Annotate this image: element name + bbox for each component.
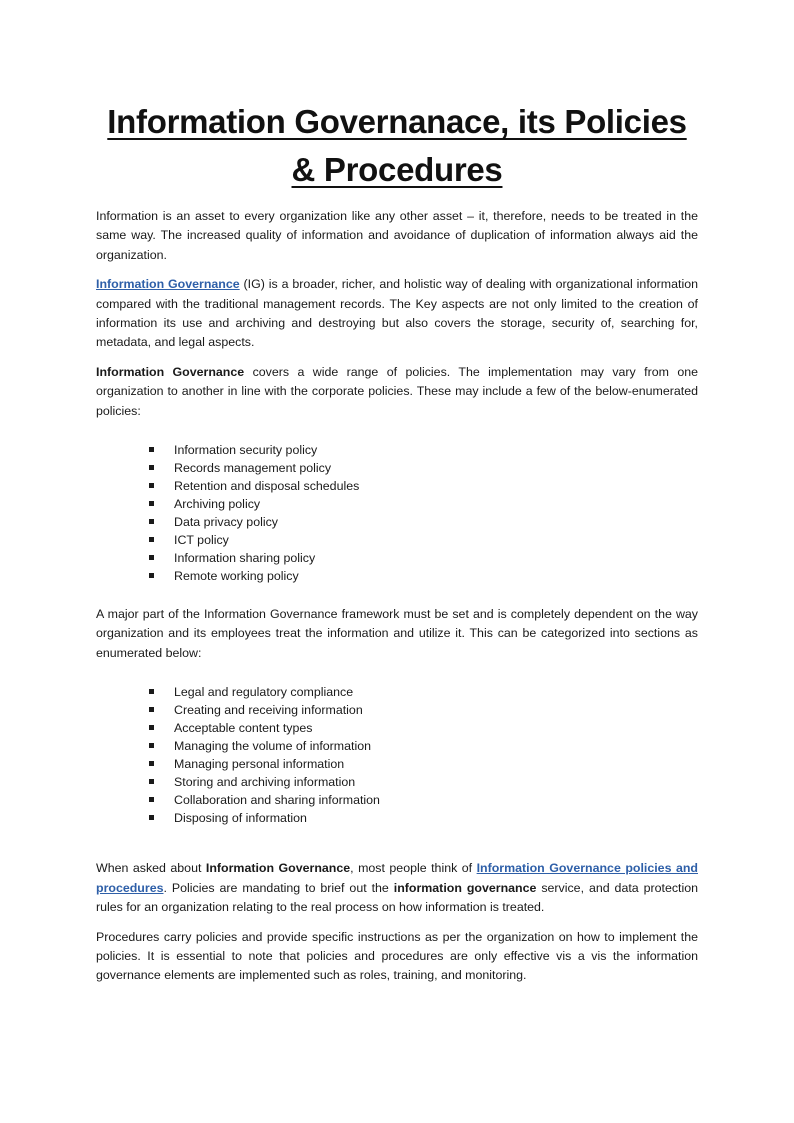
list-item-text: Storing and archiving information [174, 775, 356, 790]
pp-text-2: , most people think of [350, 861, 477, 876]
list-item-text: Creating and receiving information [174, 703, 363, 718]
page-title [96, 98, 698, 194]
list-item [148, 549, 698, 567]
pp-text-4: service, and data protection rules for an organization relating to the real process on how information is treated. [96, 880, 699, 915]
square-bullet-icon [149, 761, 154, 766]
list-item [148, 773, 698, 791]
intro-text: Information is an asset to every organization like any other asset – it, therefore, needs to be treated in the same way. The increased quality of information and avoidance of duplication of information always aid the organization. [96, 209, 698, 262]
list-item-text: ICT policy [174, 533, 229, 548]
policies-list [96, 441, 698, 585]
ig-definition-text: (IG) is a broader, richer, and holistic way of dealing with organizational information compared with the traditional management records. The Key aspects are not only limited to the creation of information its use and archiving and destroying but also covers the storage, security of, searching for, metadata, and legal aspects. [96, 277, 698, 350]
list-item [148, 809, 698, 827]
square-bullet-icon [149, 689, 154, 694]
list-item-text: Archiving policy [174, 497, 261, 512]
square-bullet-icon [149, 779, 154, 784]
square-bullet-icon [149, 447, 154, 452]
list-item [148, 459, 698, 477]
procedures-paragraph [96, 928, 698, 986]
square-bullet-icon [149, 501, 154, 506]
square-bullet-icon [149, 743, 154, 748]
list-item-text: Managing personal information [174, 757, 345, 772]
pp-bold-2: information governance [393, 880, 537, 895]
list-item-text: Remote working policy [174, 569, 299, 584]
policies-procedures-paragraph [96, 859, 698, 917]
title-line-1: Information Governanace, its Policies [107, 103, 687, 140]
list-item [148, 701, 698, 719]
framework-paragraph [96, 605, 698, 663]
list-item-text: Disposing of information [174, 811, 307, 826]
list-item-text: Retention and disposal schedules [174, 479, 360, 494]
policies-procedures-link[interactable]: Information Governance policies and procedures [96, 861, 698, 895]
list-item [148, 441, 698, 459]
policies-intro-bold: Information Governance [96, 364, 245, 379]
square-bullet-icon [149, 483, 154, 488]
list-item-text: Data privacy policy [174, 515, 278, 530]
square-bullet-icon [149, 519, 154, 524]
list-item-text: Information sharing policy [174, 551, 316, 566]
list-item [148, 477, 698, 495]
information-governance-link[interactable]: Information Governance [96, 277, 240, 292]
list-item-text: Records management policy [174, 461, 332, 476]
list-item [148, 567, 698, 585]
square-bullet-icon [149, 573, 154, 578]
list-item [148, 513, 698, 531]
square-bullet-icon [149, 555, 154, 560]
list-item [148, 791, 698, 809]
list-item-text: Collaboration and sharing information [174, 793, 380, 808]
square-bullet-icon [149, 797, 154, 802]
list-item [148, 737, 698, 755]
pp-bold-1: Information Governance [205, 861, 351, 876]
list-item-text: Managing the volume of information [174, 739, 371, 754]
list-item-text: Acceptable content types [174, 721, 313, 736]
pp-text-1: When asked about [96, 861, 206, 876]
list-item-text: Legal and regulatory compliance [174, 685, 354, 700]
list-item [148, 683, 698, 701]
policies-intro-paragraph [96, 363, 698, 421]
square-bullet-icon [149, 465, 154, 470]
procedures-text: Procedures carry policies and provide specific instructions as per the organization on how to implement the policies. It is essential to note that policies and procedures are only effective vis a vis the information governance elements are implemented such as roles, training, and monitoring. [96, 929, 698, 983]
list-item [148, 719, 698, 737]
list-item [148, 531, 698, 549]
list-item-text: Information security policy [174, 443, 318, 458]
ig-definition-paragraph [96, 275, 698, 353]
square-bullet-icon [149, 725, 154, 730]
list-item [148, 495, 698, 513]
framework-text: A major part of the Information Governance framework must be set and is completely dependent on the way organization and its employees treat the information and utilize it. This can be categorized into sections as enumerated below: [96, 607, 698, 660]
sections-list [96, 683, 698, 827]
policies-intro-text: covers a wide range of policies. The implementation may vary from one organization to another in line with the corporate policies. These may include a few of the below-enumerated policies: [96, 364, 698, 418]
document-page [96, 98, 698, 986]
list-item [148, 755, 698, 773]
pp-text-3: . Policies are mandating to brief out the [163, 880, 394, 895]
square-bullet-icon [149, 537, 154, 542]
intro-paragraph [96, 207, 698, 265]
square-bullet-icon [149, 815, 154, 820]
title-line-2: & Procedures [291, 151, 503, 188]
square-bullet-icon [149, 707, 154, 712]
